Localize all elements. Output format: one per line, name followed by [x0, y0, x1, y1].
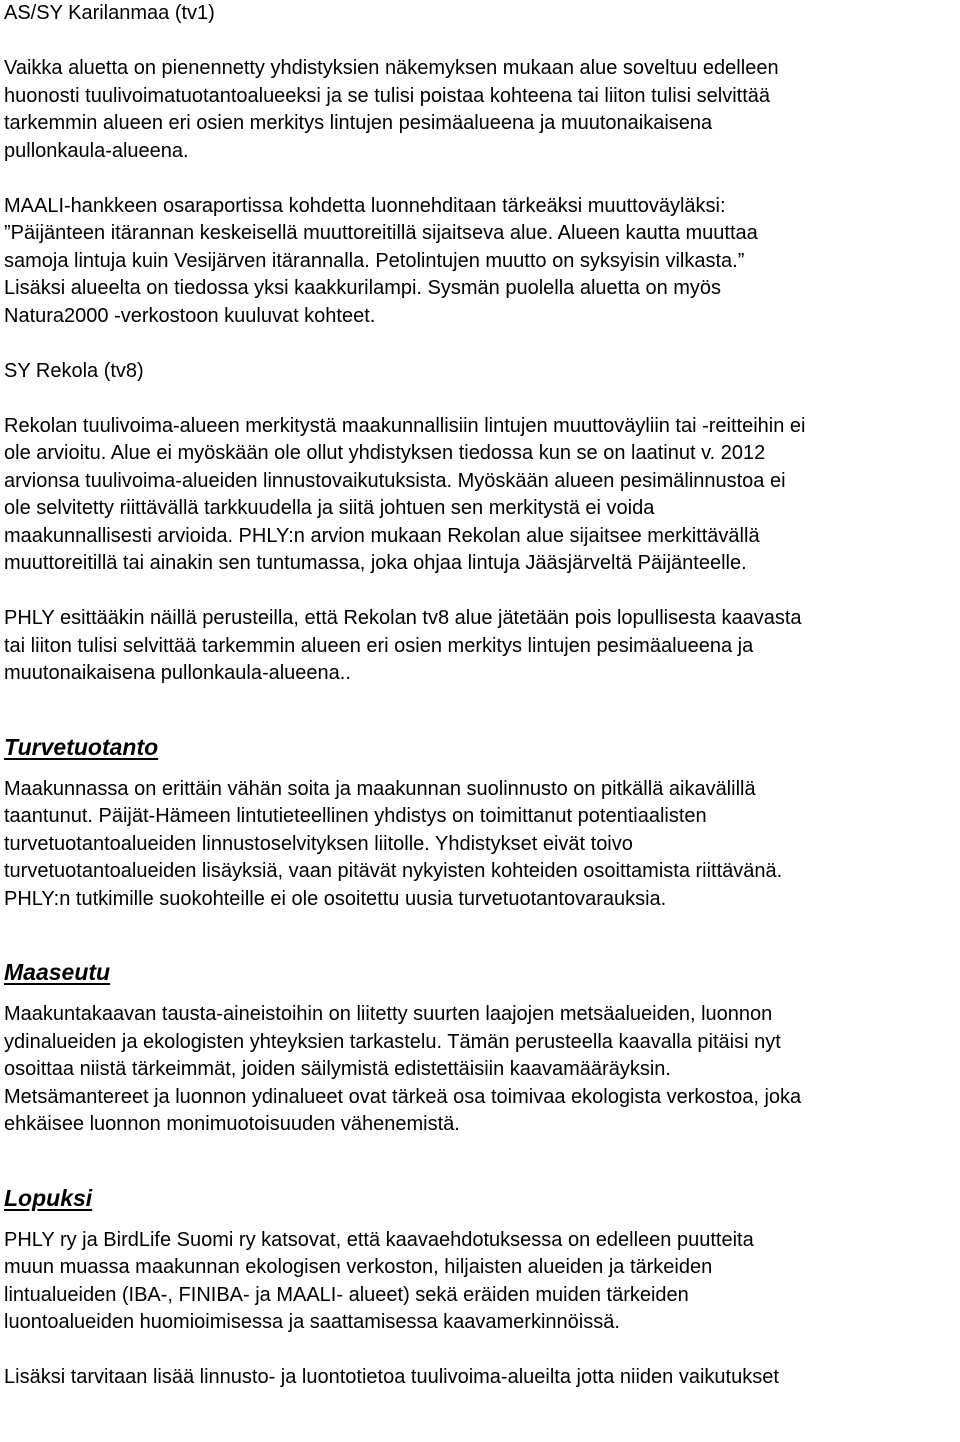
text-line: ole arvioitu. Alue ei myöskään ole ollut yhdistyksen tiedossa kun se on laatinut v. 2012	[4, 442, 766, 464]
text-line: muun muassa maakunnan ekologisen verkoston, hiljaisten alueiden ja tärkeiden	[4, 1256, 713, 1278]
text-line: Maakuntakaavan tausta-aineistoihin on liitetty suurten laajojen metsäalueiden, luonnon	[4, 1003, 773, 1025]
text-line: taantunut. Päijät-Hämeen lintutieteellinen yhdistys on toimittanut potentiaalisten	[4, 805, 707, 827]
text-line: Lisäksi alueelta on tiedossa yksi kaakkurilampi. Sysmän puolella aluetta on myös	[4, 277, 722, 299]
text-line: Maakunnassa on erittäin vähän soita ja maakunnan suolinnusto on pitkällä aikavälillä	[4, 777, 756, 800]
text-line: MAALI-hankkeen osaraportissa kohdetta luonnehditaan tärkeäksi muuttoväyläksi:	[4, 194, 726, 217]
final-text-line: Lisäksi tarvitaan lisää linnusto- ja luontotietoa tuulivoima-alueilta jotta niiden vaikutukset	[4, 1366, 779, 1388]
text-line: Metsämantereet ja luonnon ydinalueet ovat tärkeä osa toimivaa ekologista verkostoa, joka	[4, 1085, 802, 1108]
paragraph-lopuksi	[4, 1227, 956, 1337]
text-line: luontoalueiden huomioimisessa ja saattamisessa kaavamerkinnöissä.	[4, 1311, 620, 1333]
document-page	[4, 0, 956, 1392]
text-line: arvionsa tuulivoima-alueiden linnustovaikutuksista. Myöskään alueen pesimälinnustoa ei	[4, 469, 786, 492]
text-line: maakunnallisesti arvioida. PHLY:n arvion mukaan Rekolan alue sijaitsee merkittävällä	[4, 524, 760, 547]
paragraph-karilanmaa-2	[4, 193, 956, 331]
heading-turvetuotanto: Turvetuotanto	[4, 733, 159, 760]
text-line: muuttoreitillä tai ainakin sen tuntumassa, joka ohjaa lintuja Jääsjärveltä Päijänteelle.	[4, 552, 747, 574]
text-line: turvetuotantoalueiden linnustoselvityksen liitolle. Yhdistykset eivät toivo	[4, 832, 633, 855]
text-line: huonosti tuulivoimatuotantoalueeksi ja se tulisi poistaa kohteena tai liiton tulisi selvittää	[4, 84, 771, 107]
text-line: osoittaa niistä tärkeimmät, joiden säilymistä edistettäisiin kaavamääräyksin.	[4, 1058, 671, 1080]
heading-lopuksi: Lopuksi	[4, 1184, 93, 1211]
text-line: ydinalueiden ja ekologisten yhteyksien tarkastelu. Tämän perusteella kaavalla pitäisi nyt	[4, 1030, 781, 1053]
text-line: lintualueiden (IBA-, FINIBA- ja MAALI- alueet) sekä eräiden muiden tärkeiden	[4, 1283, 689, 1306]
paragraph-turvetuotanto	[4, 776, 956, 914]
paragraph-rekola-2	[4, 605, 956, 688]
text-line: Natura2000 -verkostoon kuuluvat kohteet.	[4, 304, 376, 327]
text-line: PHLY:n tutkimille suokohteille ei ole osoitettu uusia turvetuotantovarauksia.	[4, 887, 667, 910]
paragraph-rekola-1	[4, 413, 956, 578]
text-line: ole selvitetty riittävällä tarkkuudella ja siitä johtuen sen merkitystä ei voida	[4, 497, 655, 519]
text-line: PHLY ry ja BirdLife Suomi ry katsovat, että kaavaehdotuksessa on edelleen puutteita	[4, 1228, 754, 1251]
text-line: tarkemmin alueen eri osien merkitys lintujen pesimäalueena ja muutonaikaisena	[4, 112, 713, 134]
text-line: muutonaikaisena pullonkaula-alueena..	[4, 662, 351, 684]
text-line: pullonkaula-alueena.	[4, 139, 189, 162]
text-line: Rekolan tuulivoima-alueen merkitystä maakunnallisiin lintujen muuttoväyliin tai -reitteihin ei	[4, 414, 806, 437]
text-line: Vaikka aluetta on pienennetty yhdistyksien näkemyksen mukaan alue soveltuu edelleen	[4, 57, 779, 79]
section-title-rekola: SY Rekola (tv8)	[4, 359, 144, 382]
paragraph-karilanmaa-1	[4, 55, 956, 165]
paragraph-maaseutu	[4, 1001, 956, 1139]
text-line: turvetuotantoalueiden lisäyksiä, vaan pitävät nykyisten kohteiden osoittamista riittävänä.	[4, 860, 783, 882]
text-line: PHLY esittääkin näillä perusteilla, että Rekolan tv8 alue jätetään pois lopullisesta kaavasta	[4, 607, 802, 629]
text-line: ”Päijänteen itärannan keskeisellä muuttoreitillä sijaitseva alue. Alueen kautta muuttaa	[4, 222, 758, 244]
heading-maaseutu: Maaseutu	[4, 959, 111, 985]
text-line: samoja lintuja kuin Vesijärven itärannalla. Petolintujen muutto on syksyisin vilkasta.”	[4, 249, 745, 272]
text-line: ehkäisee luonnon monimuotoisuuden vähenemistä.	[4, 1113, 460, 1135]
text-line: tai liiton tulisi selvittää tarkemmin alueen eri osien merkitys lintujen pesimäalueena ja	[4, 634, 754, 657]
section-title-karilanmaa: AS/SY Karilanmaa (tv1)	[4, 2, 215, 24]
